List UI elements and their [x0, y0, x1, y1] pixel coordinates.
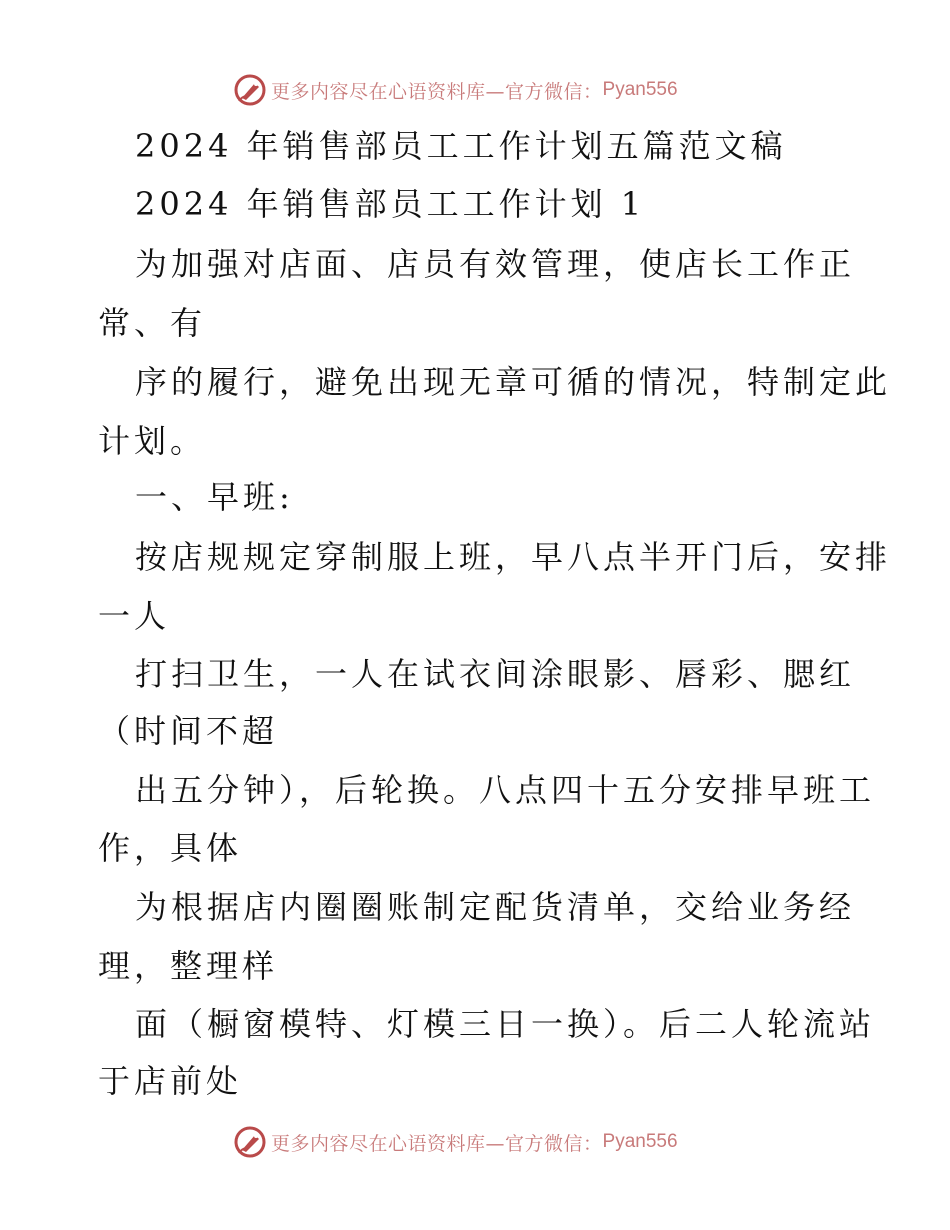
paragraph-line: 打扫卫生，一人在试衣间涂眼影、唇彩、腮红 — [135, 655, 856, 693]
banner-content — [233, 70, 678, 110]
banner-content — [233, 1122, 678, 1162]
paragraph-line: （时间不超 — [98, 712, 279, 750]
footer-banner — [0, 1122, 950, 1162]
paragraph-line: 作，具体 — [98, 829, 243, 867]
paragraph-line: 理，整理样 — [98, 947, 279, 985]
paragraph-line: 一人 — [98, 597, 171, 635]
banner-text: 更多内容尽在心语资料库—官方微信： — [271, 80, 603, 103]
document-subtitle: 2024 年销售部员工工作计划 1 — [135, 185, 646, 223]
paragraph-line: 按店规规定穿制服上班，早八点半开门后，安排 — [135, 538, 892, 576]
paragraph-line: 序的履行，避免出现无章可循的情况，特制定此 — [135, 363, 892, 401]
paragraph-line: 面（橱窗模特、灯模三日一换）。后二人轮流站 — [135, 1005, 876, 1043]
wechat-id: Pyan556 — [602, 79, 678, 100]
paragraph-line: 出五分钟），后轮换。八点四十五分安排早班工 — [135, 771, 876, 809]
paragraph-line: 为加强对店面、店员有效管理，使店长工作正 — [135, 245, 856, 283]
section-heading: 一、早班: — [135, 478, 294, 516]
paragraph-line: 为根据店内圈圈账制定配货清单，交给业务经 — [135, 888, 856, 926]
header-banner — [0, 70, 950, 110]
document-title: 2024 年销售部员工工作计划五篇范文稿 — [135, 127, 787, 165]
wechat-id: Pyan556 — [602, 1131, 678, 1152]
paragraph-line: 常、有 — [98, 304, 207, 342]
pen-nib-seal-icon — [233, 73, 267, 107]
pen-nib-seal-icon — [233, 1125, 267, 1159]
banner-text: 更多内容尽在心语资料库—官方微信： — [271, 1132, 603, 1155]
paragraph-line: 于店前处 — [98, 1062, 243, 1100]
paragraph-line: 计划。 — [98, 422, 207, 460]
